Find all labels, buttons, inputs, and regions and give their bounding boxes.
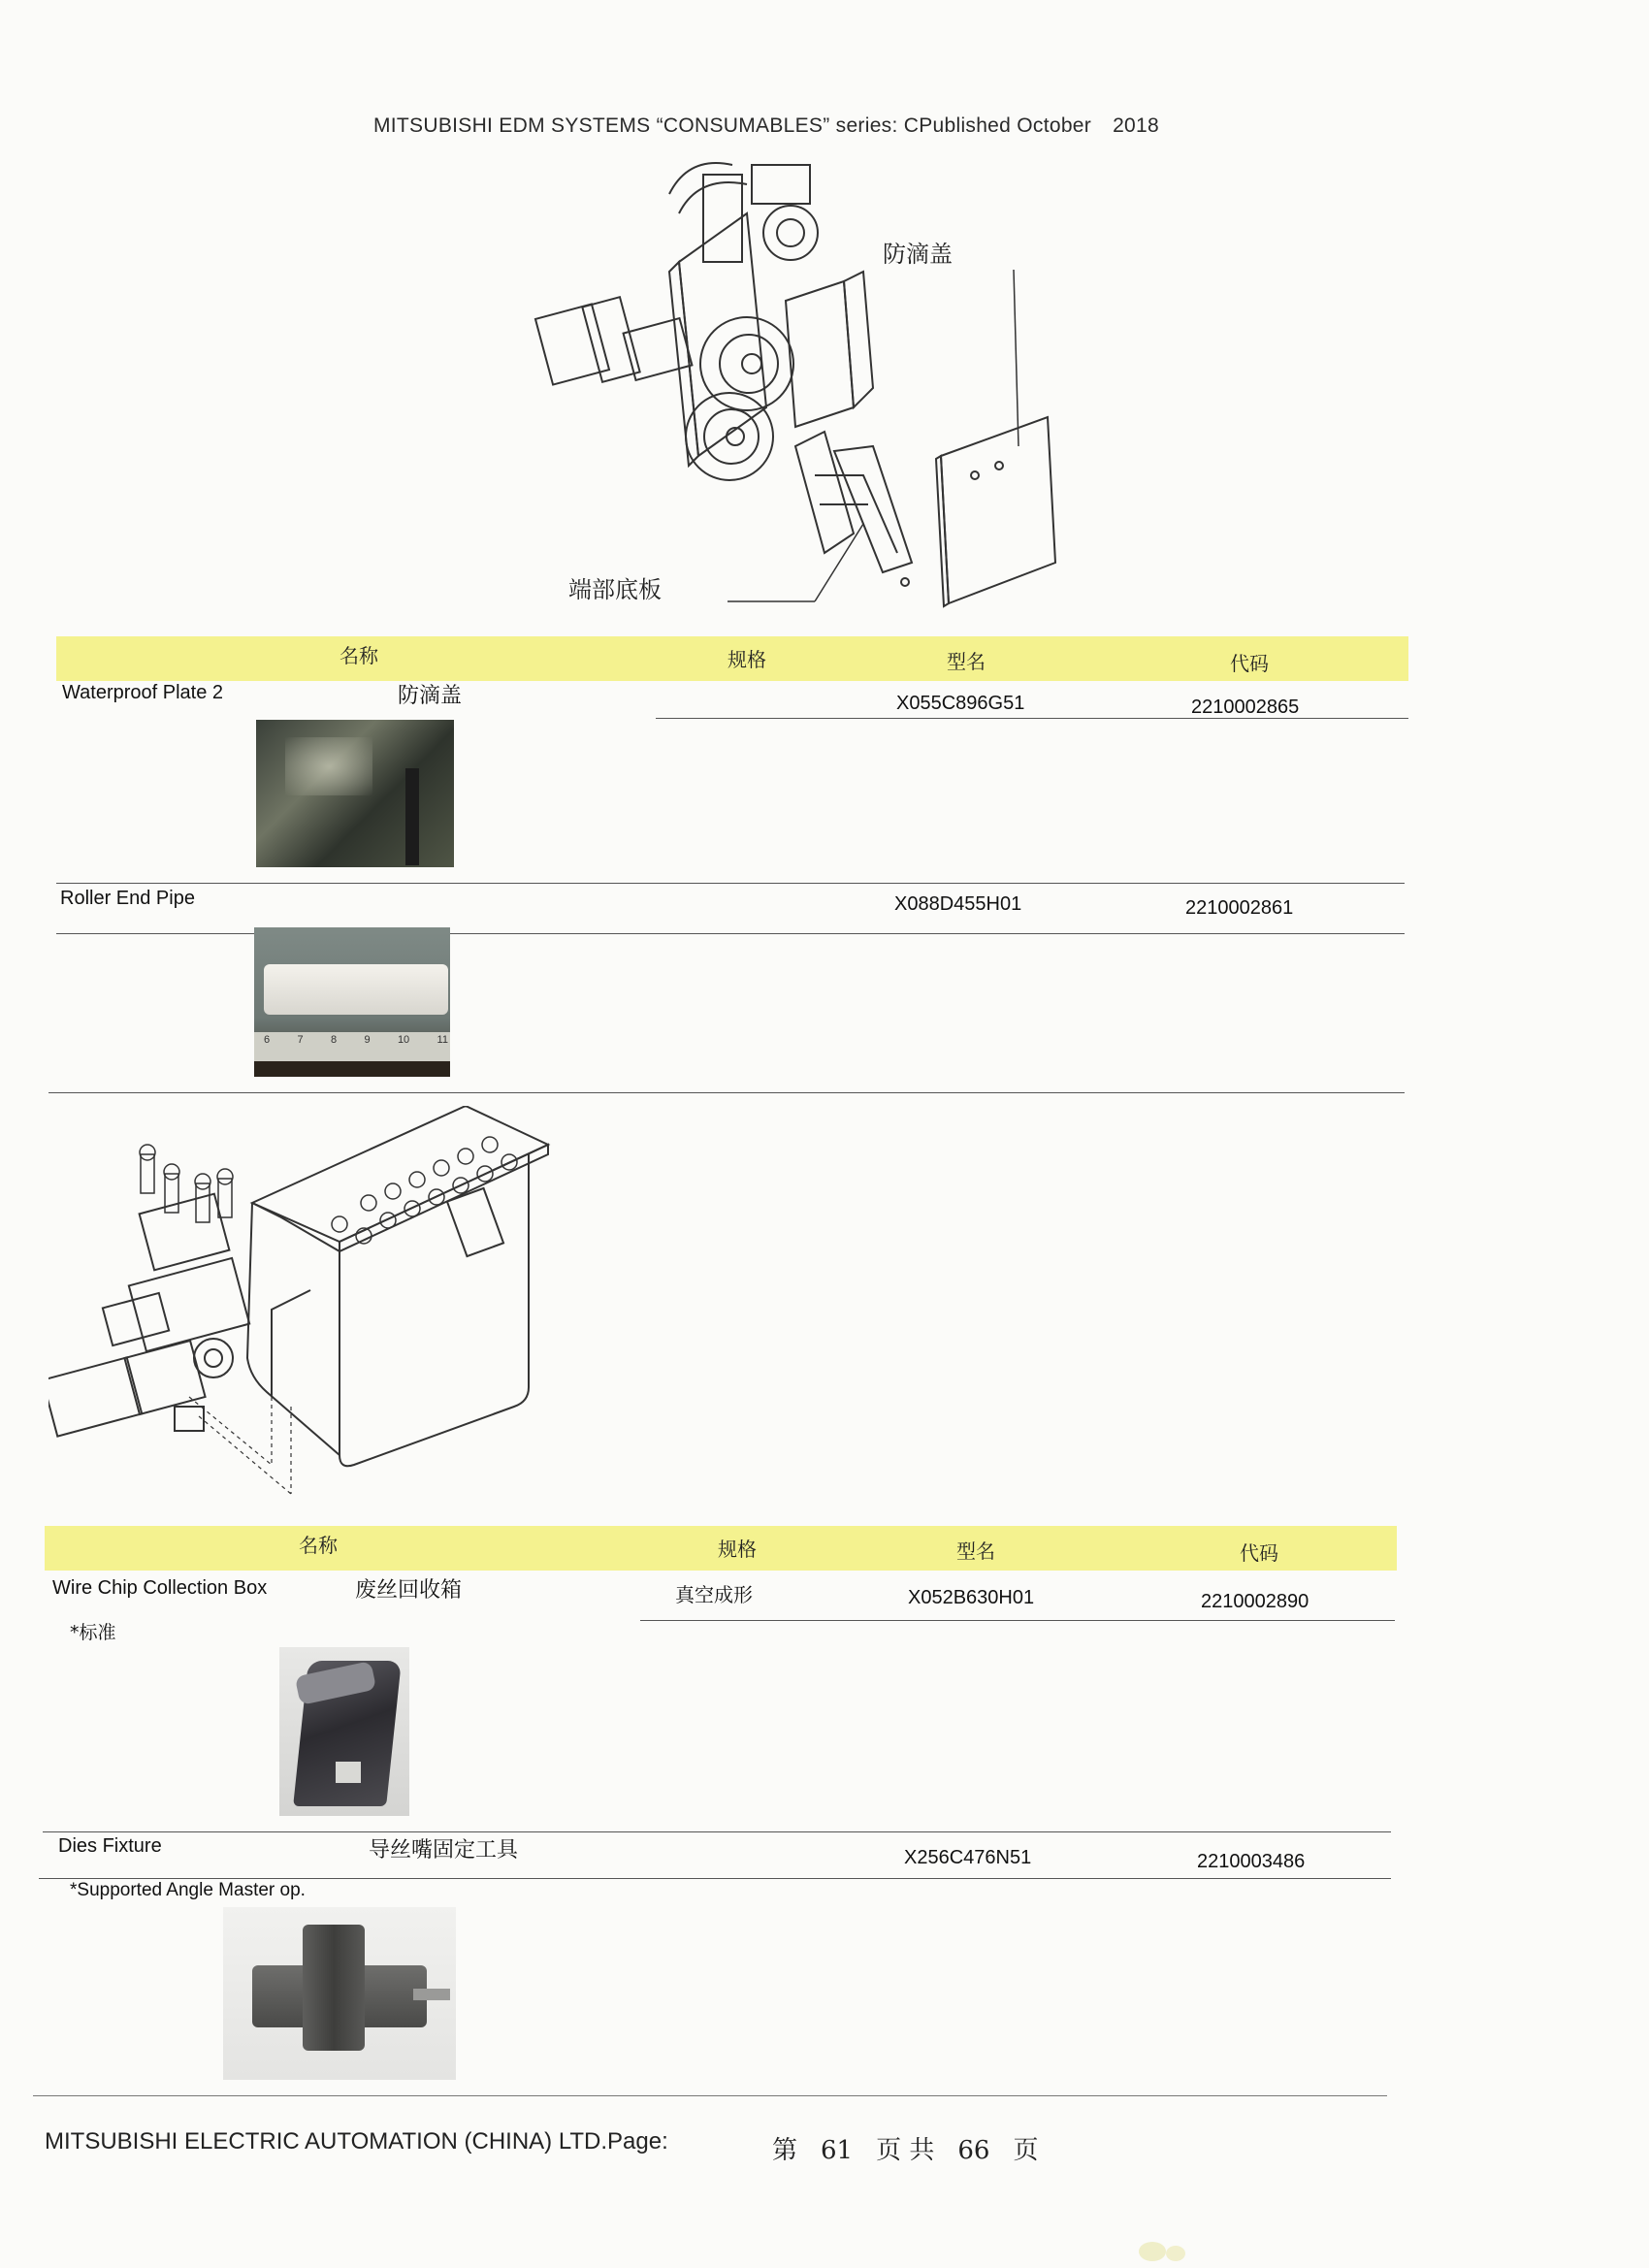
row3-name-cn: 废丝回收箱 [355, 1578, 463, 1603]
paper-stain [1133, 2234, 1201, 2268]
ruler-mark: 9 [364, 1034, 371, 1046]
row4-name-en: Dies Fixture [58, 1835, 162, 1857]
photo-collection-box [279, 1647, 409, 1816]
col-name: 名称 [340, 644, 378, 667]
page-total: 66 [957, 2136, 990, 2165]
photo-waterproof-plate [256, 720, 454, 867]
page-prefix: 第 [772, 2136, 798, 2165]
row2-code: 2210002861 [1185, 897, 1294, 919]
callout-waterproof-cover: 防滴盖 [883, 241, 953, 268]
row1-code: 2210002865 [1191, 697, 1300, 718]
table-header-2 [45, 1526, 1397, 1571]
row4-name-cn: 导丝嘴固定工具 [369, 1838, 519, 1863]
ruler-mark: 11 [436, 1034, 448, 1046]
row4-note: *Supported Angle Master op. [70, 1880, 306, 1900]
ruler-mark: 8 [330, 1034, 338, 1046]
section1-divider-1 [56, 883, 1405, 884]
section2-divider-1 [43, 1831, 1391, 1832]
ruler-scale [264, 1034, 448, 1046]
col-code: 代码 [1230, 652, 1269, 675]
row3-code: 2210002890 [1201, 1591, 1310, 1612]
row3-note: *标准 [70, 1622, 116, 1643]
row2-name-en: Roller End Pipe [60, 888, 195, 909]
photo-roller-end-pipe [254, 927, 450, 1077]
col-model: 型名 [956, 1539, 995, 1563]
page-mid: 页 共 [876, 2136, 935, 2165]
ruler-mark: 10 [397, 1034, 410, 1046]
section2-divider-2 [33, 2095, 1387, 2096]
row3-rule [640, 1620, 1395, 1621]
page-current: 61 [821, 2136, 854, 2165]
collection-box-diagram [48, 1106, 572, 1513]
table-header-1 [56, 636, 1408, 681]
row4-model: X256C476N51 [904, 1847, 1032, 1868]
footer-company: MITSUBISHI ELECTRIC AUTOMATION (CHINA) LTD.Page: [45, 2128, 668, 2155]
col-name: 名称 [299, 1534, 338, 1557]
row1-model: X055C896G51 [896, 693, 1025, 714]
row3-model: X052B630H01 [908, 1587, 1035, 1608]
row3-name-en: Wire Chip Collection Box [52, 1577, 268, 1599]
section1-divider-2 [48, 1092, 1405, 1093]
row4-code: 2210003486 [1197, 1851, 1306, 1872]
col-model: 型名 [947, 650, 986, 673]
row1-name-cn: 防滴盖 [398, 684, 463, 708]
footer-page-number [772, 2130, 1050, 2166]
col-spec: 规格 [728, 648, 766, 671]
ruler-mark: 7 [297, 1034, 304, 1046]
ruler-mark: 6 [264, 1034, 271, 1046]
page-header [373, 114, 1159, 138]
row2-model: X088D455H01 [894, 893, 1022, 915]
photo-dies-fixture [223, 1907, 456, 2080]
row1-rule [656, 718, 1408, 719]
page-suffix: 页 [1013, 2136, 1039, 2165]
callout-end-base-plate: 端部底板 [568, 576, 662, 603]
row4-rule [39, 1878, 1391, 1879]
row3-spec: 真空成形 [675, 1583, 753, 1606]
roller-assembly-diagram [524, 155, 1067, 621]
col-spec: 规格 [718, 1538, 757, 1561]
header-year: 2018 [1113, 114, 1159, 137]
row1-name-en: Waterproof Plate 2 [62, 682, 224, 703]
col-code: 代码 [1240, 1541, 1278, 1565]
header-title: MITSUBISHI EDM SYSTEMS “CONSUMABLES” series: CPublished October [373, 114, 1092, 137]
